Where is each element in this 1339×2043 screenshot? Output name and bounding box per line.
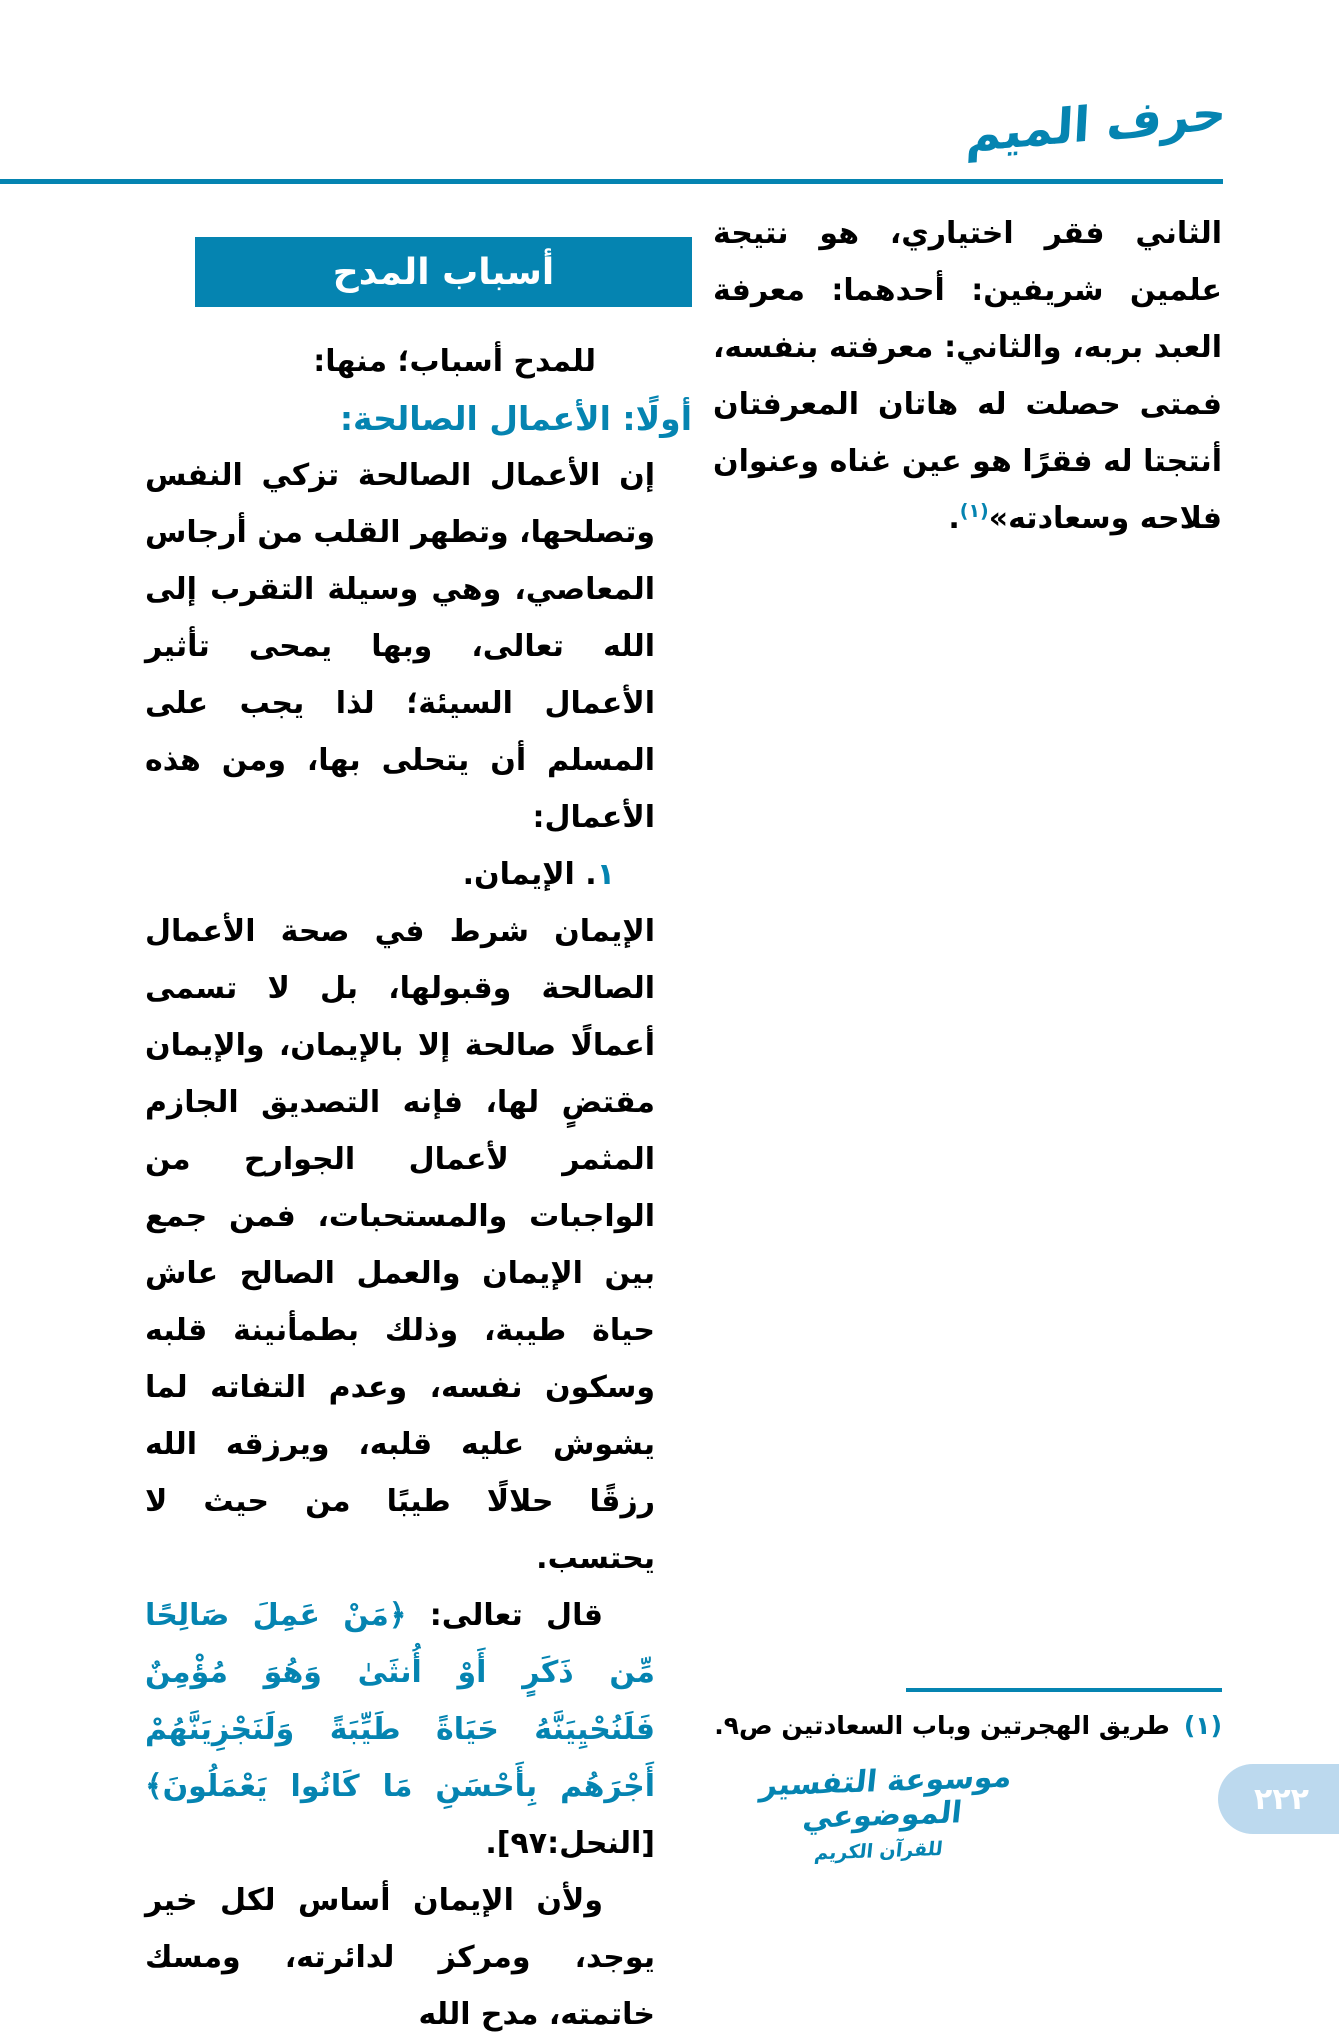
main-column (145, 237, 692, 2043)
page-number: ٢٢٢ (1254, 1781, 1309, 1817)
page-number-badge (1218, 1764, 1339, 1834)
continuation-text: الثاني فقر اختياري، هو نتيجة علمين شريفين: أحدهما: معرفة العبد بربه، والثاني: معرفته بنفسه، فمتى حصلت له هاتان المعرفتان أنتجتا له فقرًا هو عين غناه وعنوان فلاحه وسعادته» (713, 216, 1222, 536)
continuation-paragraph (713, 205, 1222, 547)
publisher-calligraphy-logo (730, 1760, 1035, 1869)
header-divider-line (0, 179, 1223, 184)
chapter-heading: حرف الميم (965, 84, 1228, 164)
logo-subtitle: للقرآن الكريم (813, 1837, 944, 1865)
list-item-title: . الإيمان. (462, 857, 597, 892)
section-title: أسباب المدح (332, 251, 555, 293)
list-item-number: ١ (596, 857, 615, 892)
footnote-text: طريق الهجرتين وباب السعادتين ص٩. (714, 1711, 1170, 1740)
verse-lead-in: قال تعالى: (429, 1598, 603, 1633)
footnote-divider-line (906, 1688, 1222, 1692)
list-item-heading (145, 846, 655, 903)
continuation-column (713, 205, 1222, 547)
first-reason-subheading: أولًا: الأعمال الصالحة: (339, 399, 692, 438)
footnote-reference-marker[interactable]: (١) (959, 500, 989, 522)
verse-reference: [النحل:٩٧]. (485, 1826, 655, 1861)
section-title-box (195, 237, 692, 307)
footnote (714, 1706, 1222, 1746)
quran-verse-text: ﴿مَنْ عَمِلَ صَالِحًا مِّن ذَكَرٍ أَوْ أُنثَىٰ وَهُوَ مُؤْمِنٌ فَلَنُحْيِيَنَّهُ حَيَاةً طَيِّبَةً وَلَنَجْزِيَنَّهُمْ أَجْرَهُم بِأَحْسَنِ مَا كَانُوا يَعْمَلُونَ﴾ (145, 1598, 655, 1804)
logo-title: موسوعة التفسير الموضوعي (758, 1759, 1014, 1836)
quran-verse-paragraph (145, 1587, 655, 1872)
intro-line: للمدح أسباب؛ منها: (313, 344, 596, 379)
paragraph-faith: الإيمان شرط في صحة الأعمال الصالحة وقبولها، بل لا تسمى أعمالًا صالحة إلا بالإيمان، والإيمان مقتضٍ لها، فإنه التصديق الجازم المثمر لأعمال الجوارح من الواجبات والمستحبات، فمن جمع بين الإيمان والعمل الصالح عاش حياة طيبة، وذلك بطمأنينة قلبه وسكون نفسه، وعدم التفاته لما يشوش عليه قلبه، ويرزقه الله رزقًا حلالًا طيبًا من حيث لا يحتسب. (145, 914, 655, 1576)
paragraph-good-deeds: إن الأعمال الصالحة تزكي النفس وتصلحها، وتطهر القلب من أرجاس المعاصي، وهي وسيلة التقرب إلى الله تعالى، وبها يمحى تأثير الأعمال السيئة؛ لذا يجب على المسلم أن يتحلى بها، ومن هذه الأعمال: (145, 458, 655, 835)
paragraph-faith-basis: ولأن الإيمان أساس لكل خير يوجد، ومركز لدائرته، ومسك خاتمته، مدح الله (145, 1883, 655, 2032)
footnote-number: (١) (1183, 1711, 1222, 1740)
sentence-period: . (948, 501, 960, 536)
